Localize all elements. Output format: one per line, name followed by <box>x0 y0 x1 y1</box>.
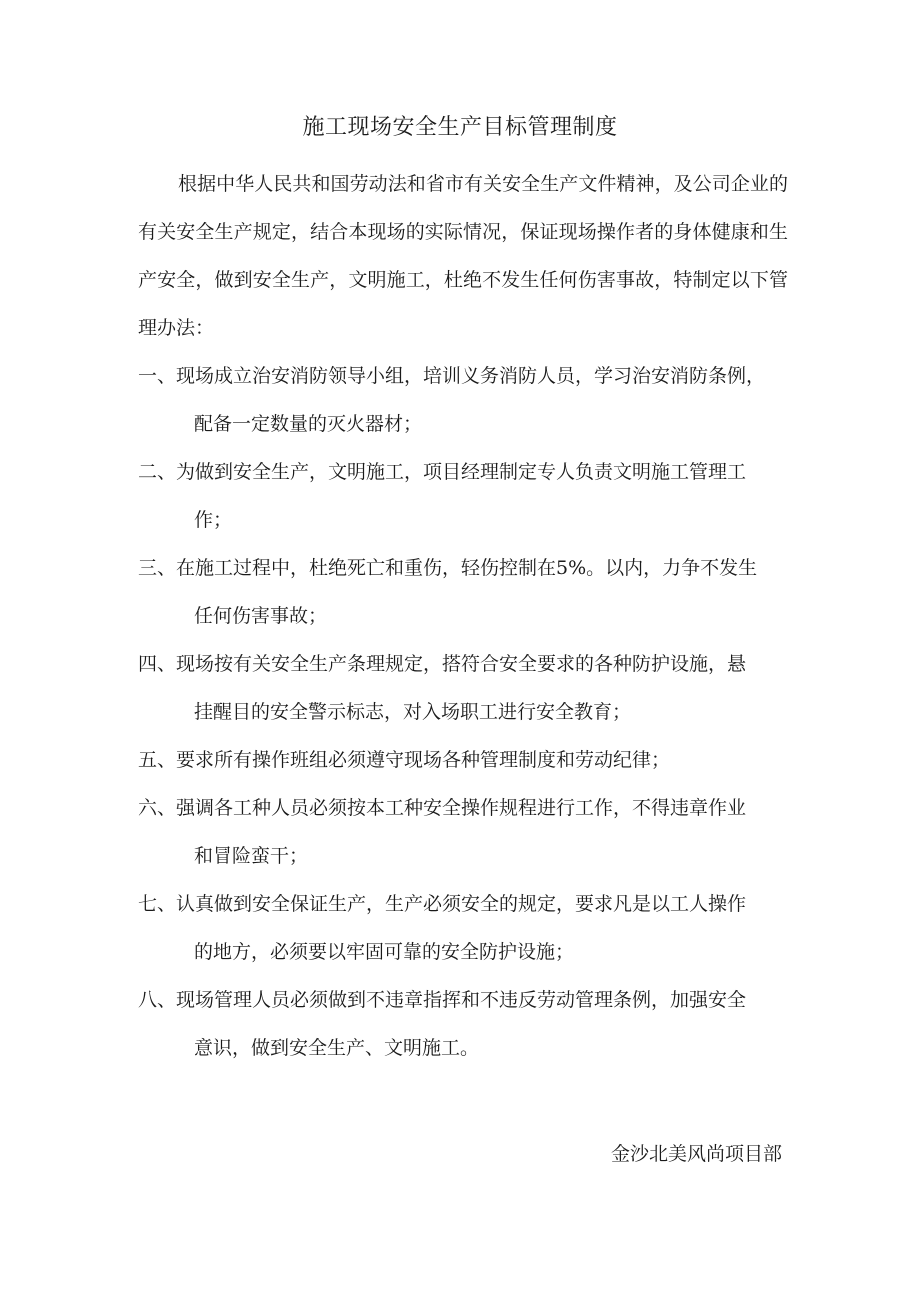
rule-4-line-1: 四、现场按有关安全生产条理规定，搭符合安全要求的各种防护设施，悬 <box>138 653 747 675</box>
rule-5-line-1: 五、要求所有操作班组必须遵守现场各种管理制度和劳动纪律； <box>138 749 671 771</box>
rule-item-5 <box>138 736 788 784</box>
rule-item-3 <box>138 544 788 640</box>
rule-2-line-2: 作； <box>194 509 233 531</box>
rule-7-line-2: 的地方，必须要以牢固可靠的安全防护设施； <box>194 941 575 963</box>
rule-item-2 <box>138 448 788 544</box>
rule-6-line-2: 和冒险蛮干； <box>194 845 309 867</box>
rule-4-line-2: 挂醒目的安全警示标志，对入场职工进行安全教育； <box>194 701 632 723</box>
rule-7-line-1: 七、认真做到安全保证生产，生产必须安全的规定，要求凡是以工人操作 <box>138 893 747 915</box>
rule-3-line-2: 任何伤害事故； <box>194 605 328 627</box>
rule-item-1 <box>138 352 788 448</box>
intro-paragraph: 根据中华人民共和国劳动法和省市有关安全生产文件精神，及公司企业的有关安全生产规定，结合本现场的实际情况，保证现场操作者的身体健康和生产安全，做到安全生产，文明施工，杜绝不发生任何伤害事故，特制定以下管理办法： <box>138 173 788 339</box>
rule-8-line-1: 八、现场管理人员必须做到不违章指挥和不违反劳动管理条例，加强安全 <box>138 989 747 1011</box>
rule-item-4 <box>138 640 788 736</box>
rule-1-line-1: 一、现场成立治安消防领导小组，培训义务消防人员，学习治安消防条例， <box>138 365 766 387</box>
rule-8-line-2: 意识，做到安全生产、文明施工。 <box>194 1037 480 1059</box>
rule-2-line-1: 二、为做到安全生产，文明施工，项目经理制定专人负责文明施工管理工 <box>138 461 747 483</box>
rules-list <box>138 352 788 1072</box>
document-title: 施工现场安全生产目标管理制度 <box>302 115 618 140</box>
rule-6-line-1: 六、强调各工种人员必须按本工种安全操作规程进行工作，不得违章作业 <box>138 797 747 819</box>
rule-3-line-1: 三、在施工过程中，杜绝死亡和重伤，轻伤控制在5%。以内，力争不发生 <box>138 557 758 579</box>
rule-item-6 <box>138 784 788 880</box>
rule-item-7 <box>138 880 788 976</box>
rule-1-line-2: 配备一定数量的灭火器材； <box>194 413 423 435</box>
signature: 金沙北美风尚项目部 <box>610 1143 782 1165</box>
rule-item-8 <box>138 976 788 1072</box>
